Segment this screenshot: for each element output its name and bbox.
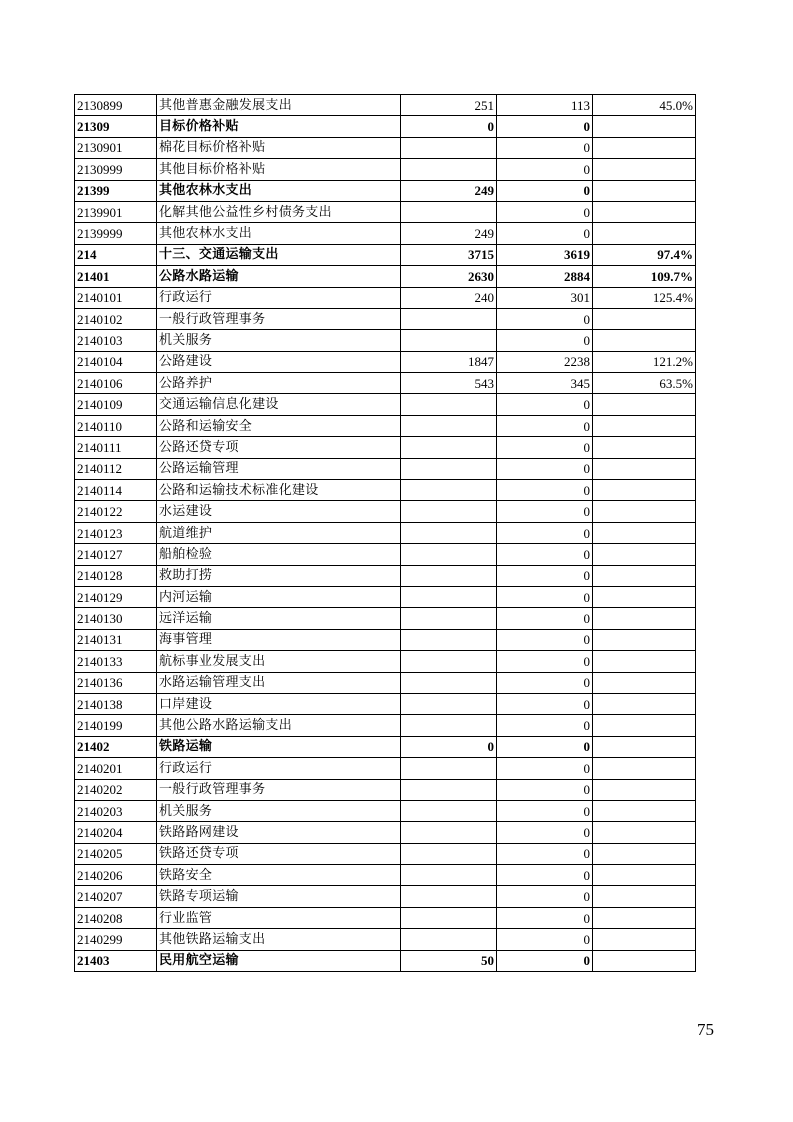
row-percent [593, 822, 696, 843]
row-budget [401, 758, 497, 779]
row-percent [593, 693, 696, 714]
table-row [75, 886, 696, 907]
row-budget [401, 907, 497, 928]
table-row [75, 201, 696, 222]
row-actual: 0 [497, 308, 593, 329]
row-budget [401, 437, 497, 458]
row-name: 其他铁路运输支出 [157, 929, 401, 950]
row-percent: 109.7% [593, 266, 696, 287]
row-budget [401, 672, 497, 693]
row-name: 公路建设 [157, 351, 401, 372]
budget-table-body [75, 95, 696, 972]
row-budget [401, 159, 497, 180]
row-actual: 0 [497, 116, 593, 137]
row-code: 2140109 [75, 394, 157, 415]
row-budget [401, 544, 497, 565]
row-percent: 125.4% [593, 287, 696, 308]
row-code: 2140123 [75, 522, 157, 543]
row-percent: 97.4% [593, 244, 696, 265]
row-name: 远洋运输 [157, 608, 401, 629]
row-code: 2140128 [75, 565, 157, 586]
row-budget [401, 586, 497, 607]
row-code: 2140130 [75, 608, 157, 629]
row-budget [401, 330, 497, 351]
row-code: 2140299 [75, 929, 157, 950]
row-budget: 0 [401, 736, 497, 757]
row-percent [593, 608, 696, 629]
row-percent [593, 758, 696, 779]
row-name: 救助打捞 [157, 565, 401, 586]
row-actual: 0 [497, 758, 593, 779]
row-name: 公路和运输技术标准化建设 [157, 480, 401, 501]
row-percent [593, 950, 696, 971]
table-row [75, 865, 696, 886]
row-code: 2140110 [75, 415, 157, 436]
table-row [75, 565, 696, 586]
row-budget [401, 865, 497, 886]
row-actual: 2884 [497, 266, 593, 287]
row-percent [593, 223, 696, 244]
row-budget [401, 822, 497, 843]
row-budget: 251 [401, 95, 497, 116]
row-actual: 301 [497, 287, 593, 308]
table-row [75, 373, 696, 394]
table-row [75, 330, 696, 351]
table-row [75, 287, 696, 308]
row-percent [593, 308, 696, 329]
table-row [75, 672, 696, 693]
row-budget [401, 929, 497, 950]
row-name: 公路和运输安全 [157, 415, 401, 436]
row-code: 2140129 [75, 586, 157, 607]
row-actual: 0 [497, 180, 593, 201]
row-actual: 0 [497, 394, 593, 415]
row-name: 行政运行 [157, 758, 401, 779]
row-code: 2140122 [75, 501, 157, 522]
table-row [75, 758, 696, 779]
row-name: 水运建设 [157, 501, 401, 522]
row-percent: 45.0% [593, 95, 696, 116]
table-row [75, 736, 696, 757]
table-row [75, 244, 696, 265]
row-budget [401, 137, 497, 158]
row-percent [593, 394, 696, 415]
row-actual: 0 [497, 437, 593, 458]
row-name: 一般行政管理事务 [157, 779, 401, 800]
row-budget [401, 800, 497, 821]
row-actual: 0 [497, 415, 593, 436]
row-name: 行业监管 [157, 907, 401, 928]
row-actual: 345 [497, 373, 593, 394]
row-actual: 0 [497, 223, 593, 244]
table-row [75, 437, 696, 458]
row-budget [401, 886, 497, 907]
table-row [75, 779, 696, 800]
row-name: 航道维护 [157, 522, 401, 543]
row-percent [593, 629, 696, 650]
page-number: 75 [697, 1020, 714, 1039]
row-percent [593, 522, 696, 543]
row-actual: 0 [497, 800, 593, 821]
row-code: 2140101 [75, 287, 157, 308]
row-actual: 0 [497, 501, 593, 522]
row-name: 铁路专项运输 [157, 886, 401, 907]
row-percent [593, 565, 696, 586]
row-percent [593, 843, 696, 864]
row-name: 公路运输管理 [157, 458, 401, 479]
row-name: 公路还贷专项 [157, 437, 401, 458]
table-row [75, 822, 696, 843]
row-actual: 0 [497, 522, 593, 543]
row-name: 其他目标价格补贴 [157, 159, 401, 180]
table-row [75, 458, 696, 479]
row-code: 2140133 [75, 651, 157, 672]
row-actual: 0 [497, 608, 593, 629]
row-name: 机关服务 [157, 800, 401, 821]
row-actual: 0 [497, 693, 593, 714]
row-percent: 63.5% [593, 373, 696, 394]
row-actual: 0 [497, 672, 593, 693]
row-name: 十三、交通运输支出 [157, 244, 401, 265]
row-percent [593, 501, 696, 522]
row-actual: 0 [497, 865, 593, 886]
row-actual: 0 [497, 843, 593, 864]
row-code: 2140206 [75, 865, 157, 886]
table-row [75, 137, 696, 158]
row-name: 机关服务 [157, 330, 401, 351]
row-percent: 121.2% [593, 351, 696, 372]
table-row [75, 95, 696, 116]
row-actual: 113 [497, 95, 593, 116]
row-code: 21399 [75, 180, 157, 201]
row-name: 铁路安全 [157, 865, 401, 886]
row-code: 2130999 [75, 159, 157, 180]
row-percent [593, 929, 696, 950]
table-row [75, 308, 696, 329]
table-row [75, 480, 696, 501]
row-budget [401, 629, 497, 650]
row-name: 铁路运输 [157, 736, 401, 757]
row-percent [593, 458, 696, 479]
row-percent [593, 159, 696, 180]
table-row [75, 693, 696, 714]
row-budget [401, 522, 497, 543]
row-percent [593, 116, 696, 137]
row-budget: 249 [401, 223, 497, 244]
row-budget [401, 608, 497, 629]
table-row [75, 629, 696, 650]
row-budget [401, 501, 497, 522]
row-percent [593, 137, 696, 158]
row-percent [593, 180, 696, 201]
row-actual: 0 [497, 458, 593, 479]
row-percent [593, 886, 696, 907]
row-actual: 0 [497, 715, 593, 736]
row-budget: 1847 [401, 351, 497, 372]
row-budget: 0 [401, 116, 497, 137]
row-budget: 50 [401, 950, 497, 971]
row-code: 21401 [75, 266, 157, 287]
row-code: 2139901 [75, 201, 157, 222]
row-name: 水路运输管理支出 [157, 672, 401, 693]
row-actual: 3619 [497, 244, 593, 265]
row-name: 棉花目标价格补贴 [157, 137, 401, 158]
row-percent [593, 715, 696, 736]
row-name: 公路养护 [157, 373, 401, 394]
row-code: 2140208 [75, 907, 157, 928]
row-name: 化解其他公益性乡村债务支出 [157, 201, 401, 222]
table-row [75, 394, 696, 415]
table-row [75, 843, 696, 864]
row-code: 2140102 [75, 308, 157, 329]
row-percent [593, 779, 696, 800]
table-row [75, 544, 696, 565]
row-actual: 0 [497, 950, 593, 971]
table-row [75, 415, 696, 436]
row-budget [401, 308, 497, 329]
row-budget [401, 843, 497, 864]
row-name: 其他公路水路运输支出 [157, 715, 401, 736]
row-code: 2140199 [75, 715, 157, 736]
row-actual: 0 [497, 201, 593, 222]
table-row [75, 929, 696, 950]
row-name: 海事管理 [157, 629, 401, 650]
row-code: 2139999 [75, 223, 157, 244]
row-code: 2140131 [75, 629, 157, 650]
row-actual: 0 [497, 330, 593, 351]
row-actual: 0 [497, 929, 593, 950]
row-code: 2130901 [75, 137, 157, 158]
row-percent [593, 437, 696, 458]
row-name: 公路水路运输 [157, 266, 401, 287]
row-code: 2140112 [75, 458, 157, 479]
row-code: 2140203 [75, 800, 157, 821]
table-row [75, 715, 696, 736]
row-name: 一般行政管理事务 [157, 308, 401, 329]
row-actual: 0 [497, 779, 593, 800]
row-budget [401, 651, 497, 672]
row-name: 其他普惠金融发展支出 [157, 95, 401, 116]
row-percent [593, 415, 696, 436]
row-code: 2140204 [75, 822, 157, 843]
row-code: 2140205 [75, 843, 157, 864]
row-name: 内河运输 [157, 586, 401, 607]
table-row [75, 651, 696, 672]
row-percent [593, 201, 696, 222]
row-percent [593, 736, 696, 757]
row-actual: 0 [497, 565, 593, 586]
row-budget: 2630 [401, 266, 497, 287]
table-row [75, 586, 696, 607]
table-row [75, 608, 696, 629]
row-budget: 249 [401, 180, 497, 201]
row-actual: 0 [497, 736, 593, 757]
row-code: 21402 [75, 736, 157, 757]
row-budget [401, 458, 497, 479]
table-row [75, 223, 696, 244]
row-actual: 0 [497, 159, 593, 180]
row-code: 2140104 [75, 351, 157, 372]
row-budget [401, 480, 497, 501]
row-code: 21309 [75, 116, 157, 137]
row-actual: 0 [497, 544, 593, 565]
table-row [75, 266, 696, 287]
table-row [75, 950, 696, 971]
row-name: 民用航空运输 [157, 950, 401, 971]
table-row [75, 351, 696, 372]
budget-table [74, 94, 696, 972]
row-actual: 0 [497, 629, 593, 650]
row-actual: 0 [497, 137, 593, 158]
row-actual: 0 [497, 907, 593, 928]
row-actual: 2238 [497, 351, 593, 372]
row-percent [593, 544, 696, 565]
row-code: 2140127 [75, 544, 157, 565]
row-name: 其他农林水支出 [157, 223, 401, 244]
row-budget [401, 565, 497, 586]
row-actual: 0 [497, 586, 593, 607]
table-row [75, 159, 696, 180]
row-budget [401, 394, 497, 415]
row-name: 航标事业发展支出 [157, 651, 401, 672]
table-row [75, 180, 696, 201]
table-row [75, 501, 696, 522]
row-percent [593, 907, 696, 928]
row-actual: 0 [497, 651, 593, 672]
row-percent [593, 651, 696, 672]
row-percent [593, 586, 696, 607]
row-name: 铁路路网建设 [157, 822, 401, 843]
row-percent [593, 672, 696, 693]
row-actual: 0 [497, 886, 593, 907]
row-name: 目标价格补贴 [157, 116, 401, 137]
row-actual: 0 [497, 822, 593, 843]
row-percent [593, 330, 696, 351]
row-name: 船舶检验 [157, 544, 401, 565]
row-code: 2140138 [75, 693, 157, 714]
row-name: 行政运行 [157, 287, 401, 308]
row-budget: 240 [401, 287, 497, 308]
table-row [75, 116, 696, 137]
row-name: 口岸建设 [157, 693, 401, 714]
row-code: 2140103 [75, 330, 157, 351]
row-percent [593, 865, 696, 886]
row-code: 2140114 [75, 480, 157, 501]
row-code: 2130899 [75, 95, 157, 116]
row-budget: 3715 [401, 244, 497, 265]
row-code: 2140202 [75, 779, 157, 800]
row-name: 交通运输信息化建设 [157, 394, 401, 415]
row-name: 铁路还贷专项 [157, 843, 401, 864]
row-code: 2140136 [75, 672, 157, 693]
row-name: 其他农林水支出 [157, 180, 401, 201]
row-code: 2140106 [75, 373, 157, 394]
row-budget [401, 715, 497, 736]
row-budget [401, 415, 497, 436]
table-row [75, 907, 696, 928]
table-row [75, 800, 696, 821]
row-budget: 543 [401, 373, 497, 394]
row-budget [401, 693, 497, 714]
row-budget [401, 201, 497, 222]
row-code: 2140207 [75, 886, 157, 907]
row-actual: 0 [497, 480, 593, 501]
row-code: 2140111 [75, 437, 157, 458]
row-code: 2140201 [75, 758, 157, 779]
row-percent [593, 480, 696, 501]
row-budget [401, 779, 497, 800]
row-percent [593, 800, 696, 821]
row-code: 214 [75, 244, 157, 265]
row-code: 21403 [75, 950, 157, 971]
table-row [75, 522, 696, 543]
